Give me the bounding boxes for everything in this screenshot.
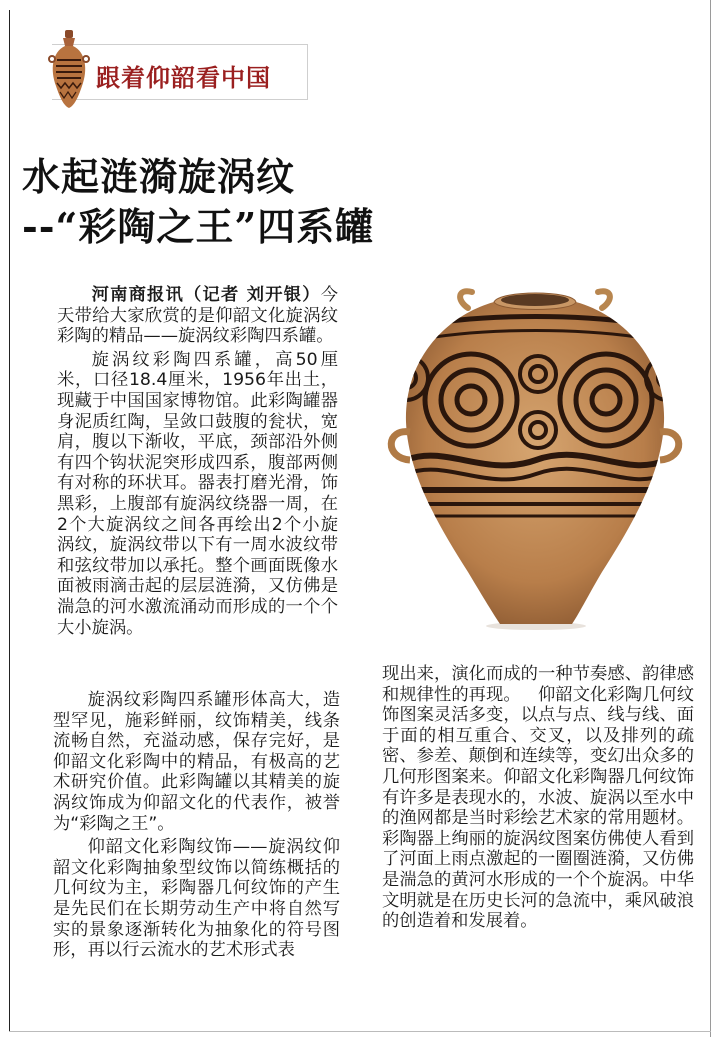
headline-line-1: 水起涟漪旋涡纹	[22, 154, 296, 199]
article-paragraph-2: 旋涡纹彩陶四系罐，高50厘米，口径18.4厘米，1956年出土，现藏于中国国家博物馆。此彩陶罐器身泥质红陶，呈敛口鼓腹的瓮状，宽肩，腹以下渐收，平底，颈部沿外侧有四个钩状泥突形成四系，腹部两侧有对称的环状耳。器表打磨光滑，饰黑彩，上腹部有旋涡纹绕器一周，在2个大旋涡纹之间各再绘出2个小旋涡纹，旋涡纹带以下有一周水波纹带和弦纹带加以承托。整个画面既像水面被雨滴击起的层层涟漪，又仿佛是湍急的河水激流涌动而形成的一个个大小旋涡。	[57, 349, 338, 638]
byline: 河南商报讯（记者 刘开银）	[91, 285, 321, 305]
headline-line-2: --“彩陶之王”四系罐	[22, 204, 375, 249]
paragraph-4-cont-text: 现出来，演化而成的一种节奏感、韵律感和规律性的再现。	[382, 664, 694, 705]
article-paragraph-5: 仰韶文化彩陶几何纹饰图案灵活多变，以点与点、线与线、面于面的相互重合、交叉，以及排列的疏密、参差、颠倒和连续等，变幻出众多的几何形图案来。仰韶文化彩陶器几何纹饰有许多是表现水的，水波、旋涡以至水中的渔网都是当时彩绘艺术家的常用题材。彩陶器上绚丽的旋涡纹图案仿佛使人看到了河面上雨点激起的一圈圈涟漪，又仿佛是湍急的黄河水形成的一个个旋涡。中华文明就是在历史长河的急流中，乘风破浪的创造着和发展着。	[382, 684, 694, 932]
pottery-jar-photo	[376, 282, 694, 630]
article-column-right	[382, 664, 694, 932]
column-title: 跟着仰韶看中国	[96, 64, 271, 92]
article-paragraph-4: 仰韶文化彩陶纹饰——旋涡纹仰韶文化彩陶抽象型纹饰以简练概括的几何纹为主，彩陶器几何纹饰的产生是先民们在长期劳动生产中将自然写实的景象逐渐转化为抽象化的符号图形，再以行云流水的艺术形式表	[53, 837, 340, 961]
paragraph-1-text: 今天带给大家欣赏的是仰韶文化旋涡纹彩陶的精品——旋涡纹彩陶四系罐。	[57, 285, 338, 347]
article-paragraph-4-cont	[382, 664, 694, 932]
painted-pottery-icon	[48, 28, 90, 110]
bottom-rule	[9, 1031, 711, 1032]
left-rule	[9, 10, 10, 1032]
article-column-left-bottom	[53, 690, 340, 961]
article-paragraph-1	[57, 285, 338, 347]
article-column-left-top	[57, 285, 338, 638]
article-paragraph-3: 旋涡纹彩陶四系罐形体高大，造型罕见，施彩鲜丽，纹饰精美，线条流畅自然，充溢动感，保存完好，是仰韶文化彩陶中的精品，有极高的艺术研究价值。此彩陶罐以其精美的旋涡纹饰成为仰韶文化的代表作，被誉为“彩陶之王”。	[53, 690, 340, 834]
right-rule	[710, 0, 711, 1037]
